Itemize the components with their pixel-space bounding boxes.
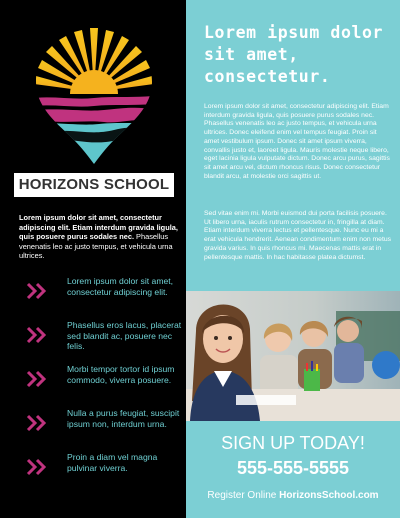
school-name-banner: HORIZONS SCHOOL xyxy=(14,173,174,197)
signup-cta xyxy=(186,432,400,479)
horizons-logo-icon xyxy=(34,24,154,166)
double-chevron-right-icon xyxy=(26,326,48,344)
left-column xyxy=(0,0,186,518)
left-intro-text xyxy=(19,213,179,261)
register-online-line xyxy=(186,490,400,501)
body-paragraph-1: Lorem ipsum dolor sit amet, consectetur adipiscing elit. Etiam interdum gravida ligula, quis posuere purus sodales nec. Phasellus venenatis leo ac justo tempus, et vehicula urna ultrices. Donec eleifend enim vel tempus feugiat. Proin sit amet vestibulum ipsum. Donec sit amet ipsum viverra, convallis justo et, laoreet ligula. Mauris molestie neque libero, eget lacinia ligula vulputate dictum. Donec arcu purus, sagittis sit amet arcu vel, dictum rhoncus risus. Donec consectetur blandit arcu, at molestie orci sagittis ut. xyxy=(204,103,390,180)
body-paragraph-2: Sed vitae enim mi. Morbi euismod dui porta facilisis posuere. Ut libero urna, iaculis rutrum consectetur in, fringilla at diam. Etiam interdum viverra lectus et pellentesque. Nunc eu mi a erat vehicula hendrerit. Aenean condimentum enim non metus gravida varius. In quis rhoncus mi. Maecenas mattis erat in pellentesque mattis. In hac habitasse platea dictumst. xyxy=(204,210,392,261)
website-link[interactable]: HorizonsSchool.com xyxy=(279,490,379,501)
double-chevron-right-icon xyxy=(26,370,48,388)
feature-item xyxy=(26,364,186,408)
left-intro-bold: Lorem ipsum dolor sit amet, consectetur adipiscing elit. Etiam interdum gravida ligula, quis posuere purus sodales nec. xyxy=(19,213,178,241)
headline: Lorem ipsum dolor sit amet, consectetur. xyxy=(204,23,384,86)
feature-item xyxy=(26,408,186,452)
feature-text: Morbi tempor tortor id ipsum commodo, viverra posuere. xyxy=(67,364,175,385)
feature-item xyxy=(26,320,186,364)
feature-text: Phasellus eros lacus, placerat sed blandit ac, posuere nec felis. xyxy=(67,320,182,352)
feature-item xyxy=(26,452,186,496)
feature-list xyxy=(26,276,186,496)
signup-heading: SIGN UP TODAY! xyxy=(221,433,365,453)
phone-number[interactable]: 555-555-5555 xyxy=(236,458,350,478)
feature-item xyxy=(26,276,186,320)
double-chevron-right-icon xyxy=(26,458,48,476)
double-chevron-right-icon xyxy=(26,282,48,300)
double-chevron-right-icon xyxy=(26,414,48,432)
feature-text: Lorem ipsum dolor sit amet, consectetur adipiscing elit. xyxy=(67,276,174,297)
feature-text: Nulla a purus feugiat, suscipit ipsum non, interdum urna. xyxy=(67,408,180,429)
feature-text: Proin a diam vel magna pulvinar viverra. xyxy=(67,452,158,473)
classroom-students-photo xyxy=(186,291,400,421)
right-column xyxy=(186,0,400,518)
register-online-label: Register Online xyxy=(207,490,280,501)
left-intro-rest: Phasellus venenatis leo ac justo tempus, et vehicula urna ultrices. xyxy=(19,232,173,260)
